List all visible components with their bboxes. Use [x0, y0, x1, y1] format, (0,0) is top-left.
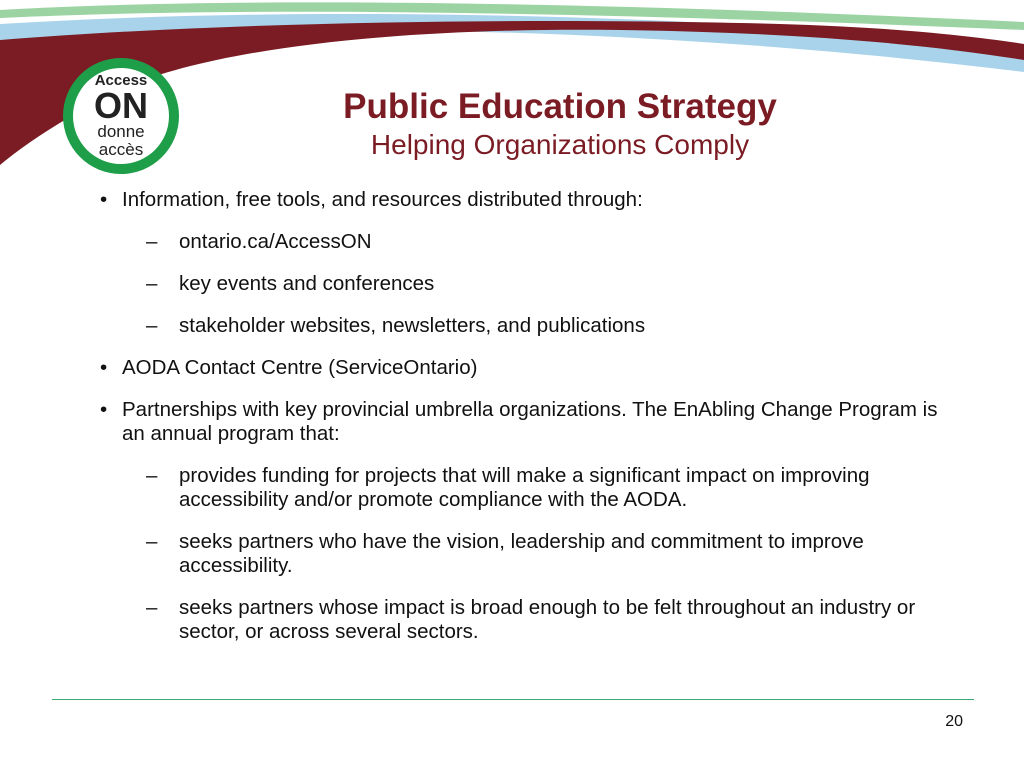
bullet-item [96, 188, 956, 212]
slide-subtitle: Helping Organizations Comply [370, 129, 750, 160]
logo-line-access: Access [94, 72, 148, 89]
title-block [230, 86, 890, 162]
bullet-text: AODA Contact Centre (ServiceOntario) [122, 356, 478, 379]
footer-rule [52, 699, 974, 700]
sub-bullet-text: stakeholder websites, newsletters, and publications [179, 314, 646, 337]
sub-bullet-text: provides funding for projects that will make a significant impact on improving accessibility and/or promote compliance with the AODA. [179, 464, 870, 511]
dash-marker: – [146, 530, 158, 553]
sub-bullet-item [96, 530, 956, 578]
dash-marker: – [146, 314, 158, 337]
sub-bullet-item [96, 272, 956, 296]
bullet-marker: • [100, 398, 108, 421]
bullet-marker: • [100, 356, 108, 379]
sub-bullet-text: seeks partners whose impact is broad enough to be felt throughout an industry or sector, or across several sectors. [179, 596, 916, 643]
page-number: 20 [945, 713, 963, 730]
dash-marker: – [146, 596, 158, 619]
bullet-marker: • [100, 188, 108, 211]
sub-bullet-text: key events and conferences [179, 272, 435, 295]
bullet-list [96, 188, 956, 662]
dash-marker: – [146, 272, 158, 295]
bullet-item [96, 356, 956, 380]
access-on-logo [60, 55, 182, 177]
sub-bullet-item [96, 596, 956, 644]
dash-marker: – [146, 464, 158, 487]
bullet-item [96, 398, 956, 446]
logo-line-donne: donne [97, 122, 145, 141]
sub-bullet-item [96, 464, 956, 512]
sub-bullet-item [96, 230, 956, 254]
dash-marker: – [146, 230, 158, 253]
sub-bullet-text: seeks partners who have the vision, leadership and commitment to improve accessibility. [179, 530, 864, 577]
slide-title: Public Education Strategy [343, 87, 777, 126]
logo-line-acces: accès [98, 140, 144, 159]
sub-bullet-text: ontario.ca/AccessON [179, 230, 372, 253]
bullet-text: Information, free tools, and resources distributed through: [122, 188, 643, 211]
sub-bullet-item [96, 314, 956, 338]
bullet-text: Partnerships with key provincial umbrella organizations. The EnAbling Change Program is an annual program that: [122, 398, 938, 445]
logo-line-on: ON [94, 85, 148, 126]
